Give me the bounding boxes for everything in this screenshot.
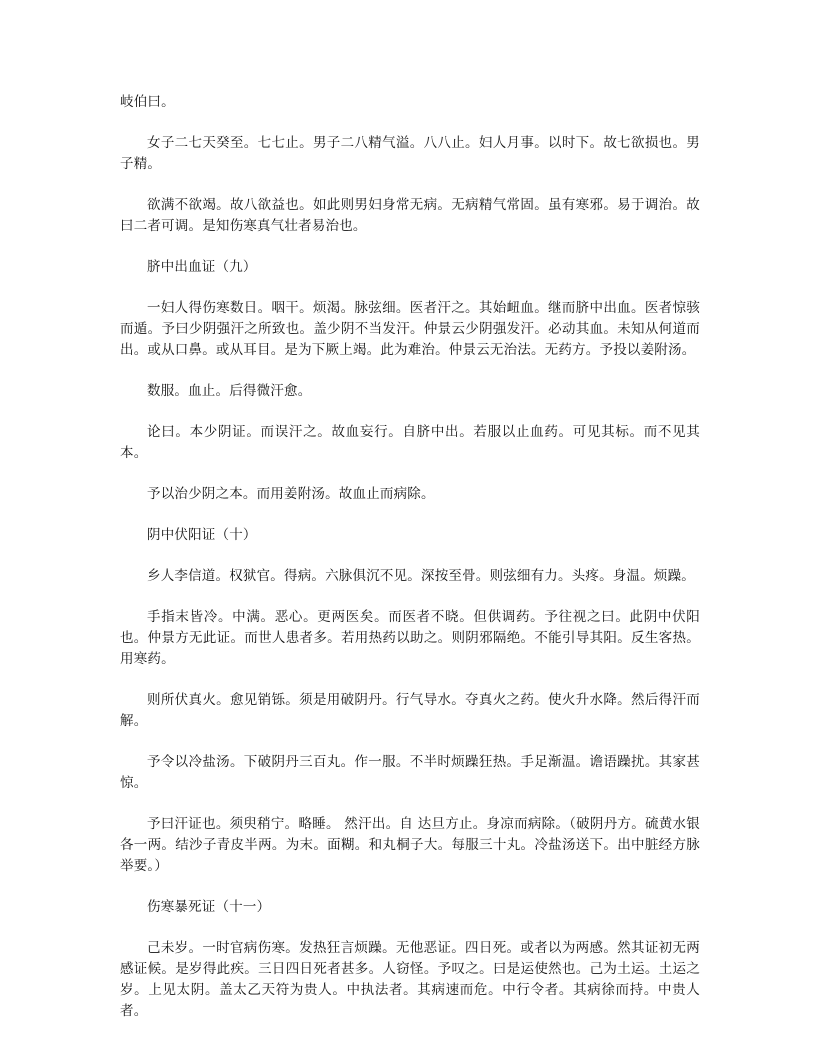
paragraph: 岐伯曰。 <box>120 94 175 110</box>
section-heading: 脐中出血证（九） <box>147 259 257 275</box>
document-page <box>120 92 700 1042</box>
paragraph: 己未岁。一时官病伤寒。发热狂言烦躁。无他恶证。四日死。或者以为两感。然其证初无两感证候。是岁得此疾。三日四日死者甚多。人窃怪。予叹之。曰是运使然也。己为土运。土运之岁。上见太阴。盖太乙天符为贵人。中执法者。其病速而危。中行令者。其病徐而持。中贵人者。 <box>120 940 700 1019</box>
paragraph: 欲满不欲竭。故八欲益也。如此则男妇身常无病。无病精气常固。虽有寒邪。易于调治。故曰二者可调。是知伤寒真气壮者易治也。 <box>120 197 700 234</box>
paragraph: 一妇人得伤寒数日。咽干。烦渴。脉弦细。医者汗之。其始衄血。继而脐中出血。医者惊骇而遁。予曰少阴强汗之所致也。盖少阴不当发汗。仲景云少阴强发汗。必动其血。未知从何道而出。或从口鼻。或从耳目。是为下厥上竭。此为难治。仲景云无治法。无药方。予投以姜附汤。 <box>120 300 700 358</box>
paragraph: 予以治少阴之本。而用姜附汤。故血止而病除。 <box>147 486 435 502</box>
paragraph: 手指末皆冷。中满。恶心。更两医矣。而医者不晓。但供调药。予往视之曰。此阴中伏阳也。仲景方无此证。而世人患者多。若用热药以助之。则阴邪隔绝。不能引导其阳。反生客热。用寒药。 <box>120 609 700 667</box>
paragraph: 论曰。本少阴证。而误汗之。故血妄行。自脐中出。若服以止血药。可见其标。而不见其本。 <box>120 424 700 461</box>
paragraph: 则所伏真火。愈见销铄。须是用破阴丹。行气导水。夺真火之药。使火升水降。然后得汗而解。 <box>120 692 700 729</box>
paragraph: 数服。血止。后得微汗愈。 <box>147 383 312 399</box>
section-heading: 阴中伏阳证（十） <box>147 527 257 543</box>
paragraph: 予令以冷盐汤。下破阴丹三百丸。作一服。不半时烦躁狂热。手足渐温。谵语躁扰。其家甚惊。 <box>120 754 700 791</box>
paragraph: 乡人李信道。权狱官。得病。六脉俱沉不见。深按至骨。则弦细有力。头疼。身温。烦躁。 <box>147 568 695 584</box>
section-heading: 伤寒暴死证（十一） <box>147 899 271 915</box>
paragraph: 予曰汗证也。须臾稍宁。略睡。 然汗出。自 达旦方止。身凉而病除。（破阴丹方。硫黄水银各一两。结沙子青皮半两。为末。面糊。和丸桐子大。每服三十丸。冷盐汤送下。出中脏经方脉举要。） <box>120 816 700 874</box>
paragraph: 女子二七天癸至。七七止。男子二八精气溢。八八止。妇人月事。以时下。故七欲损也。男子精。 <box>120 135 700 172</box>
